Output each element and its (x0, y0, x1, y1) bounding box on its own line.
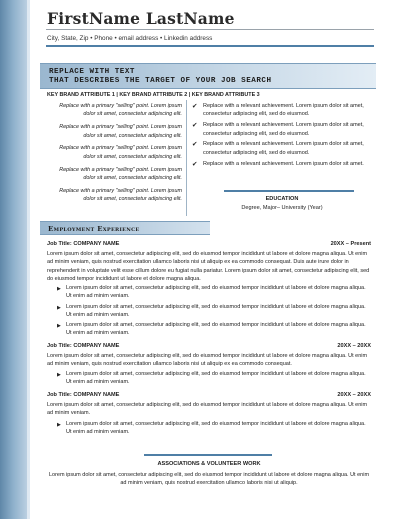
selling-point: Replace with a primary "selling" point. Lorem ipsum dolor sit amet, consectetur adipiscing elit. (59, 187, 182, 203)
job-header (47, 343, 371, 349)
education-detail: Degree, Major– University (Year) (241, 205, 323, 211)
triangle-right-icon: ▶ (57, 286, 61, 292)
target-banner (40, 63, 376, 89)
check-icon: ✔ (192, 140, 198, 149)
achievement-text: Replace with a relevant achievement. Lorem ipsum dolor sit amet, consectetur adipiscing elit, sed do eiusmod. (203, 103, 364, 118)
triangle-right-icon: ▶ (57, 323, 61, 329)
check-icon: ✔ (192, 121, 198, 130)
job-dates: 20XX – 20XX (337, 392, 371, 398)
target-banner-line-2: THAT DESCRIBES THE TARGET OF YOUR JOB SEARCH (49, 77, 272, 85)
associations-divider (144, 454, 272, 456)
job-header (47, 392, 371, 398)
selling-point: Replace with a primary "selling" point. Lorem ipsum dolor sit amet, consectetur adipiscing elit. (59, 124, 182, 139)
achievement-item (192, 160, 372, 168)
job-bullet (57, 303, 371, 320)
job-bullet-text: Lorem ipsum dolor sit amet, consectetur adipiscing elit, sed do eiusmod tempor incididunt ut labore et dolore magna aliqua. Ut enim ad minim veniam. (66, 421, 366, 436)
achievement-text: Replace with a relevant achievement. Lorem ipsum dolor sit amet, consectetur adipiscing elit, sed do eiusmod. (203, 141, 364, 156)
achievement-item (192, 121, 372, 138)
achievement-item (192, 102, 372, 119)
triangle-right-icon: ▶ (57, 372, 61, 378)
job-summary: Lorem ipsum dolor sit amet, consectetur adipiscing elit, sed do eiusmod tempor incididunt ut labore et dolore magna aliqua. Ut enim ad minim veniam, quis nostrud exercitation ullamco laboris nisi ut aliquip ex ea commodo consequat. Duis aute irure dolor in reprehenderit in voluptate velit esse cillum dolore eu fugiat nulla pariatur. Lorem ipsum dolor sit amet, consectetur adipiscing elit, sed do eiusmod tempor incididunt ut labore et dolore magna aliqua. (47, 251, 370, 283)
job-bullet-text: Lorem ipsum dolor sit amet, consectetur adipiscing elit, sed do eiusmod tempor incididunt ut labore et dolore magna aliqua. Ut enim ad minim veniam. (66, 371, 366, 386)
employment-heading: Employment Experience (48, 225, 140, 233)
job-header (47, 241, 371, 247)
job-dates: 20XX – 20XX (337, 343, 371, 349)
achievements-list (192, 102, 372, 170)
triangle-right-icon: ▶ (57, 305, 61, 311)
selling-points-list (46, 102, 182, 208)
achievement-text: Replace with a relevant achievement. Lorem ipsum dolor sit amet. (203, 160, 364, 167)
job-bullet (57, 370, 371, 387)
selling-point: Replace with a primary "selling" point. Lorem ipsum dolor sit amet, consectetur adipiscing elit. (59, 103, 182, 118)
achievement-text: Replace with a relevant achievement. Lorem ipsum dolor sit amet, consectetur adipiscing elit, sed do eiusmod. (203, 122, 364, 137)
job-summary: Lorem ipsum dolor sit amet, consectetur adipiscing elit, sed do eiusmod tempor incididunt ut labore et dolore magna aliqua. Ut enim ad minim veniam, quis nostrud exercitation ullamco laboris nisi ut aliquip ex ea commodo consequat. (47, 353, 368, 368)
job-summary: Lorem ipsum dolor sit amet, consectetur adipiscing elit, sed do eiusmod tempor incididunt ut labore et dolore magna aliqua. Ut enim ad minim veniam. (47, 402, 368, 417)
job-bullet-text: Lorem ipsum dolor sit amet, consectetur adipiscing elit, sed do eiusmod tempor incididunt ut labore et dolore magna aliqua. Ut enim ad minim veniam. (66, 304, 366, 319)
candidate-name: FirstName LastName (47, 9, 235, 28)
check-icon: ✔ (192, 159, 198, 168)
contact-line: City, State, Zip • Phone • email address • Linkedin address (47, 35, 213, 42)
job-bullet-text: Lorem ipsum dolor sit amet, consectetur adipiscing elit, sed do eiusmod tempor incididunt ut labore et dolore magna aliqua. Ut enim ad minim veniam. (66, 285, 366, 300)
job-bullet (57, 420, 371, 437)
job-bullet (57, 284, 371, 301)
associations-text: Lorem ipsum dolor sit amet, consectetur adipiscing elit, sed do eiusmod tempor incididunt ut labore et dolore magna aliqua. Ut enim ad minim veniam, quis nostrud exercitation ullamco laboris nisi ut aliquip. (48, 472, 370, 487)
resume-page (40, 0, 375, 519)
selling-point: Replace with a primary "selling" point. Lorem ipsum dolor sit amet, consectetur adipiscing elit. (59, 166, 182, 182)
job-bullet-text: Lorem ipsum dolor sit amet, consectetur adipiscing elit, sed do eiusmod tempor incididunt ut labore et dolore magna aliqua. Ut enim ad minim veniam. (66, 322, 366, 337)
job-title: Job Title: COMPANY NAME (47, 343, 120, 349)
check-icon: ✔ (192, 102, 198, 110)
job-bullet (57, 321, 371, 338)
education-heading: EDUCATION (265, 196, 299, 202)
selling-point: Replace with a primary "selling" point. Lorem ipsum dolor sit amet, consectetur adipiscing elit. (59, 145, 182, 160)
education-divider (224, 190, 354, 192)
column-divider (186, 100, 187, 216)
associations-heading: ASSOCIATIONS & VOLUNTEER WORK (157, 461, 261, 467)
name-divider (46, 29, 374, 30)
achievement-item (192, 140, 372, 157)
job-dates: 20XX – Present (330, 241, 371, 247)
decorative-side-bar (0, 0, 30, 519)
target-banner-line-1: REPLACE WITH TEXT (49, 68, 135, 76)
job-title: Job Title: COMPANY NAME (47, 392, 120, 398)
brand-attributes: KEY BRAND ATTRIBUTE 1 | KEY BRAND ATTRIBUTE 2 | KEY BRAND ATTRIBUTE 3 (47, 92, 260, 98)
contact-divider (46, 45, 374, 47)
job-title: Job Title: COMPANY NAME (47, 241, 120, 247)
employment-banner (40, 221, 210, 235)
triangle-right-icon: ▶ (57, 422, 61, 428)
